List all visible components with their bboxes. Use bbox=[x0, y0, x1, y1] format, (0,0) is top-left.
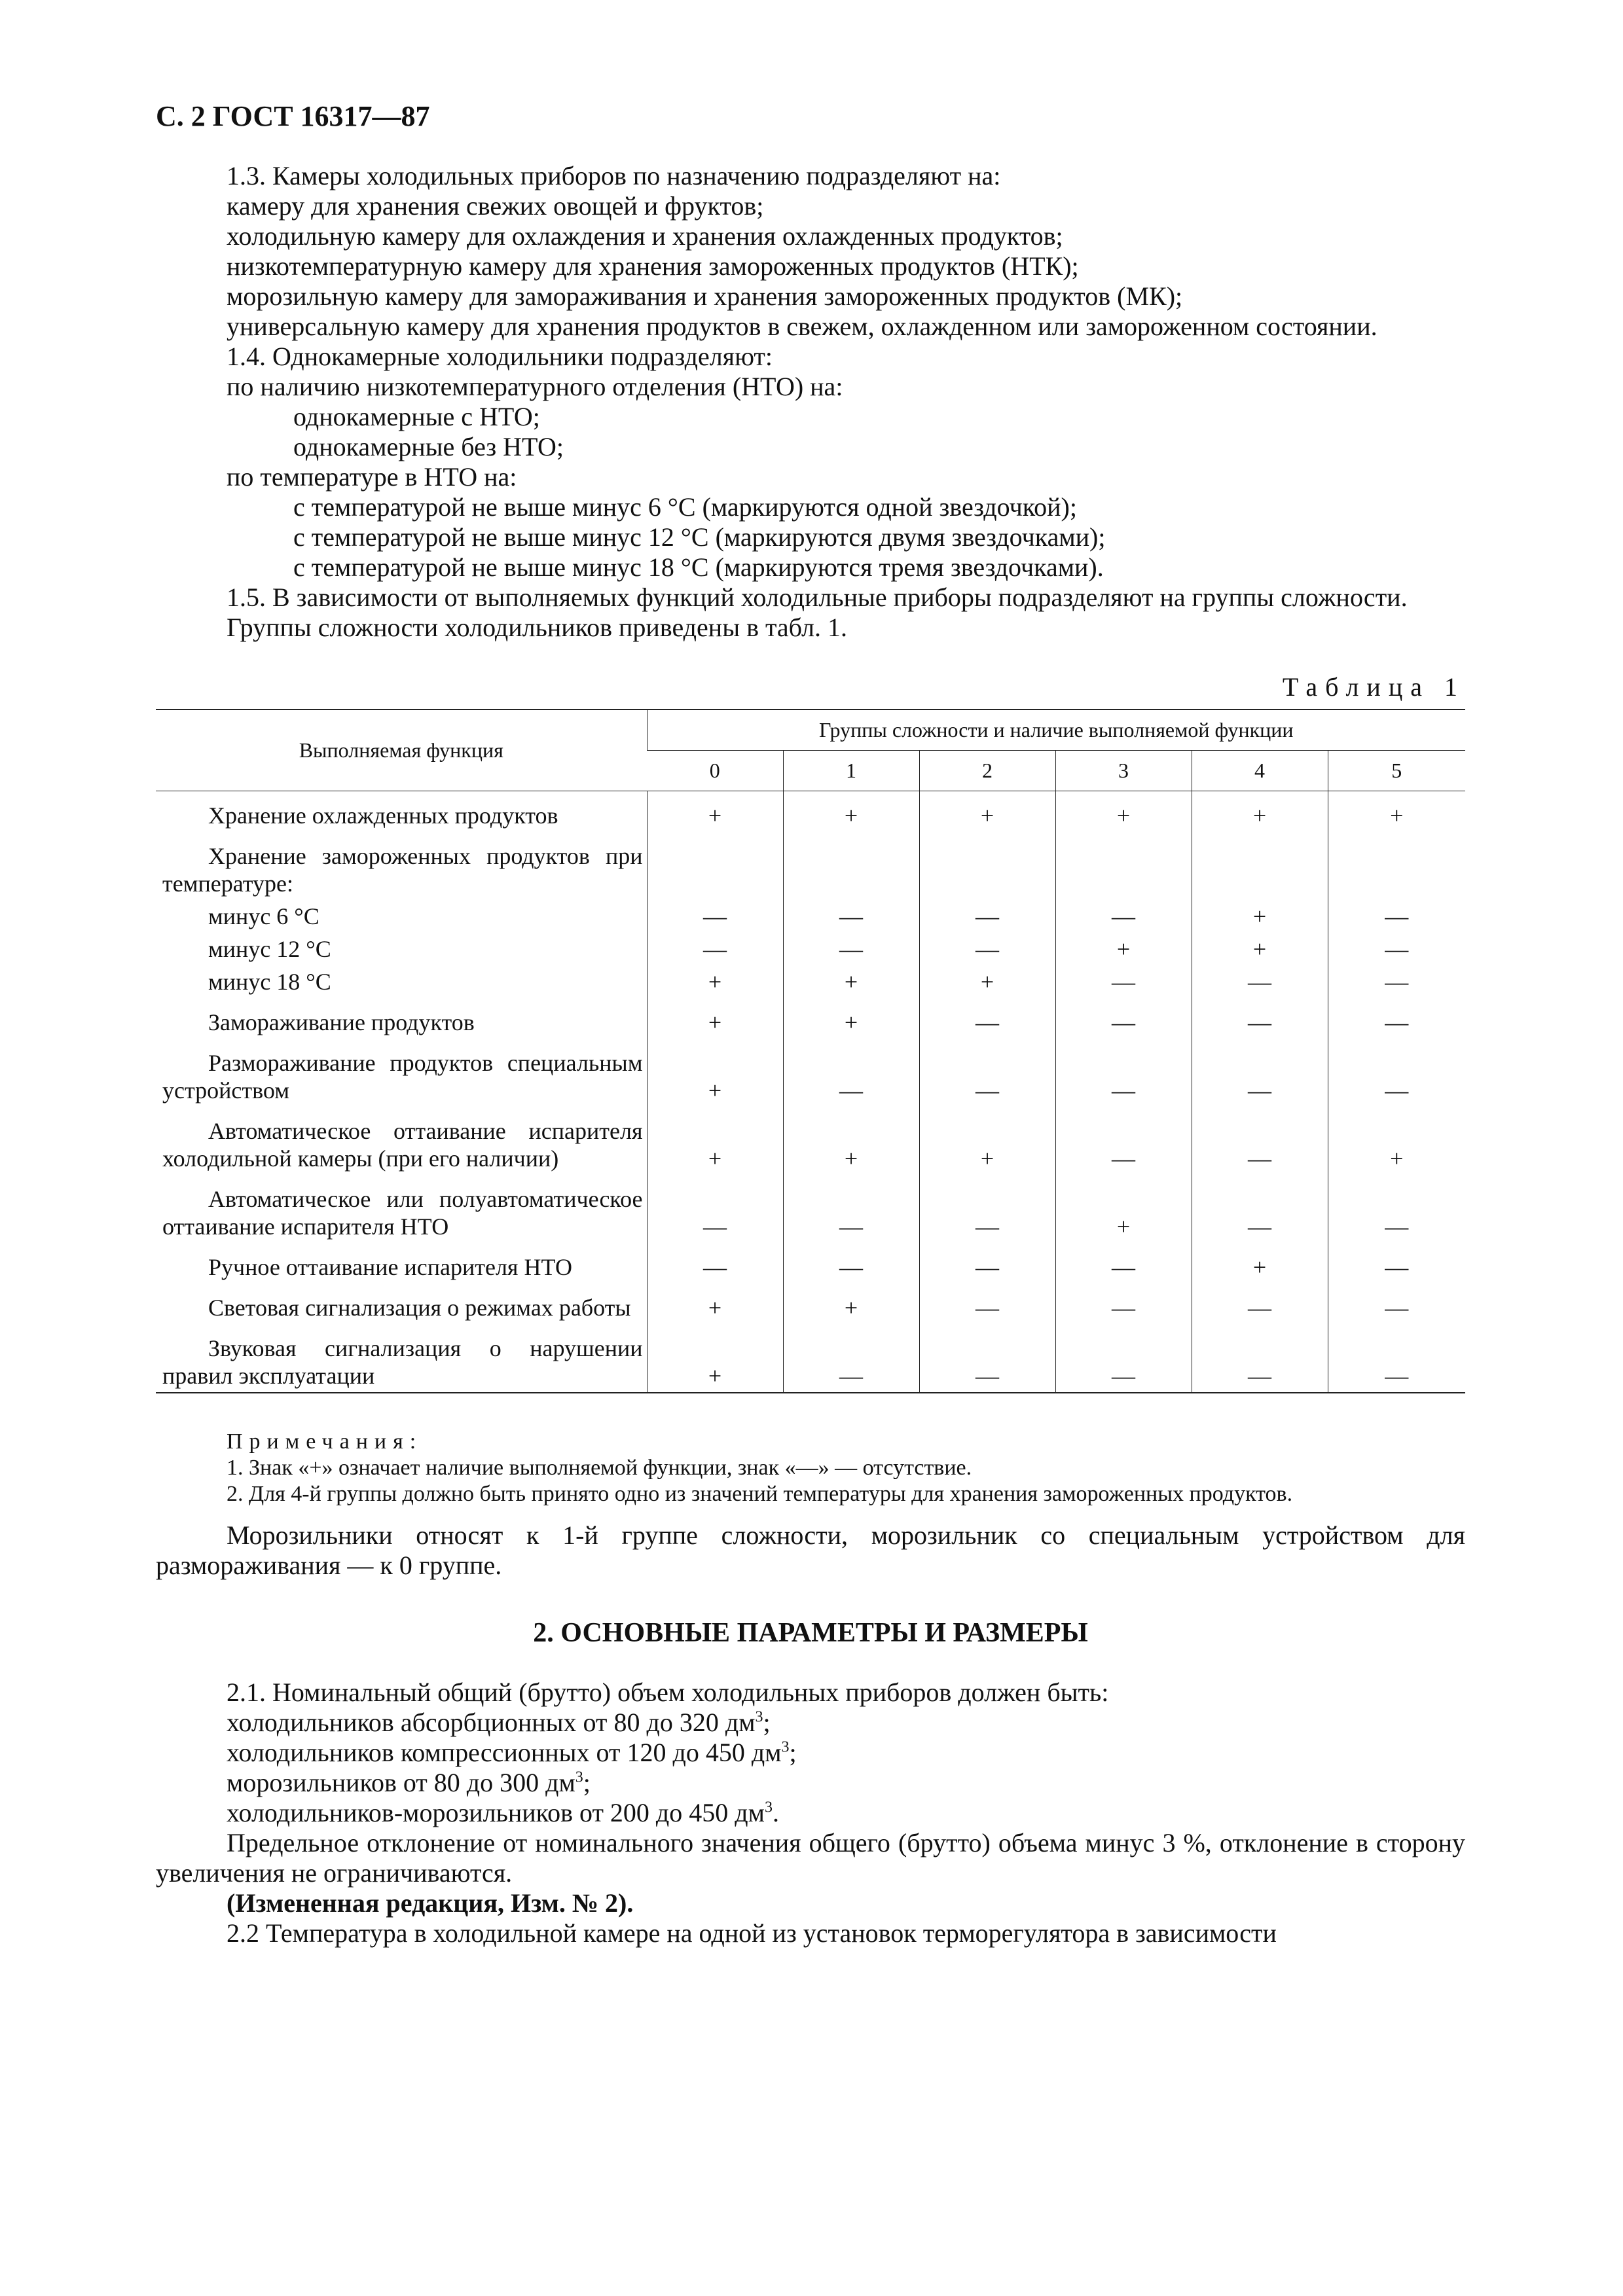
value-cell: + bbox=[783, 965, 919, 998]
function-cell bbox=[156, 1243, 647, 1283]
value-cell: + bbox=[647, 965, 783, 998]
table-row bbox=[156, 900, 1465, 933]
table-row bbox=[156, 998, 1465, 1039]
value-cell bbox=[919, 832, 1055, 900]
value-cell: — bbox=[1192, 1283, 1328, 1324]
paragraph-2-2: 2.2 Температура в холодильной камере на одной из установок терморегулятора в зависимости bbox=[227, 1918, 1277, 1948]
value-cell: + bbox=[1328, 1107, 1465, 1175]
value-cell: — bbox=[919, 1283, 1055, 1324]
volume-line-absorption: холодильников абсорбционных от 80 до 320 $дм^3$; bbox=[227, 1708, 771, 1737]
value-cell: — bbox=[1192, 1175, 1328, 1243]
value-cell bbox=[1192, 832, 1328, 900]
value-cell: — bbox=[1192, 1324, 1328, 1393]
function-label: Размораживание продуктов специальным устройством bbox=[162, 1050, 643, 1103]
table-body bbox=[156, 791, 1465, 1393]
value-cell: + bbox=[919, 791, 1055, 833]
value-cell: — bbox=[919, 998, 1055, 1039]
section-1-line: с температурой не выше минус 6 °С (маркируются одной звездочкой); bbox=[293, 492, 1077, 522]
note-2: 2. Для 4-й группы должно быть принято одно из значений температуры для хранения замороженных продуктов. bbox=[227, 1482, 1293, 1506]
value-cell bbox=[1328, 832, 1465, 900]
value-cell: — bbox=[647, 900, 783, 933]
table-notes bbox=[156, 1429, 1465, 1507]
complexity-table bbox=[156, 709, 1465, 1393]
value-cell: + bbox=[783, 998, 919, 1039]
value-cell: — bbox=[1328, 1243, 1465, 1283]
value-cell: + bbox=[1055, 791, 1192, 833]
section-1-line: однокамерные без НТО; bbox=[293, 432, 564, 461]
value-cell: + bbox=[1192, 791, 1328, 833]
value-cell: — bbox=[783, 1175, 919, 1243]
function-sublabel: минус 12 °С bbox=[208, 936, 331, 962]
section-1-line: низкотемпературную камеру для хранения замороженных продуктов (НТК); bbox=[227, 251, 1079, 281]
section-1-line: универсальную камеру для хранения продуктов в свежем, охлажденном или замороженном состоянии. bbox=[227, 312, 1377, 341]
table-row bbox=[156, 965, 1465, 998]
value-cell bbox=[647, 832, 783, 900]
section-1-line: по температуре в НТО на: bbox=[227, 462, 517, 492]
column-header-groups: Группы сложности и наличие выполняемой функции bbox=[647, 709, 1465, 751]
function-sublabel: минус 18 °С bbox=[208, 969, 331, 995]
section-1-line: камеру для хранения свежих овощей и фруктов; bbox=[227, 191, 764, 221]
value-cell: — bbox=[1192, 1107, 1328, 1175]
value-cell: + bbox=[1055, 1175, 1192, 1243]
section-1-line: Группы сложности холодильников приведены в табл. 1. bbox=[227, 613, 847, 642]
document-page bbox=[156, 98, 1465, 1948]
table-caption: Таблица 1 bbox=[1282, 672, 1465, 702]
paragraph-2-1: 2.1. Номинальный общий (брутто) объем холодильных приборов должен быть: bbox=[227, 1677, 1109, 1707]
value-cell: — bbox=[1328, 900, 1465, 933]
function-cell bbox=[156, 933, 647, 965]
value-cell bbox=[783, 832, 919, 900]
function-label: Автоматическое оттаивание испарителя холодильной камеры (при его наличии) bbox=[162, 1118, 643, 1172]
value-cell: — bbox=[1328, 933, 1465, 965]
table-row bbox=[156, 791, 1465, 833]
function-cell bbox=[156, 965, 647, 998]
function-label: Хранение замороженных продуктов при температуре: bbox=[162, 843, 643, 897]
table-row bbox=[156, 1243, 1465, 1283]
value-cell: — bbox=[1328, 1039, 1465, 1107]
value-cell: + bbox=[647, 1107, 783, 1175]
section-1-line: 1.4. Однокамерные холодильники подразделяют: bbox=[227, 342, 773, 371]
section-1-line: холодильную камеру для охлаждения и хранения охлажденных продуктов; bbox=[227, 221, 1063, 251]
value-cell: — bbox=[783, 900, 919, 933]
page-header: С. 2 ГОСТ 16317—87 bbox=[156, 100, 430, 132]
value-cell: — bbox=[919, 1243, 1055, 1283]
function-cell bbox=[156, 1175, 647, 1243]
function-cell bbox=[156, 900, 647, 933]
value-cell: + bbox=[1055, 933, 1192, 965]
value-cell: + bbox=[1192, 1243, 1328, 1283]
value-cell bbox=[1055, 832, 1192, 900]
value-cell: — bbox=[1055, 1039, 1192, 1107]
section-1-line: с температурой не выше минус 18 °С (маркируются тремя звездочками). bbox=[293, 552, 1104, 582]
group-header-cell: 3 bbox=[1055, 751, 1192, 791]
section-1-line: морозильную камеру для замораживания и хранения замороженных продуктов (МК); bbox=[227, 281, 1183, 311]
note-1: 1. Знак «+» означает наличие выполняемой функции, знак «—» — отсутствие. bbox=[227, 1456, 972, 1480]
function-cell bbox=[156, 1324, 647, 1393]
value-cell: — bbox=[919, 933, 1055, 965]
value-cell: + bbox=[783, 1107, 919, 1175]
value-cell: — bbox=[1055, 1107, 1192, 1175]
value-cell: — bbox=[647, 1243, 783, 1283]
value-cell: — bbox=[1328, 1175, 1465, 1243]
function-cell bbox=[156, 1283, 647, 1324]
value-cell: — bbox=[1192, 998, 1328, 1039]
value-cell: — bbox=[1192, 1039, 1328, 1107]
value-cell: — bbox=[1055, 965, 1192, 998]
value-cell: — bbox=[1055, 1283, 1192, 1324]
value-cell: + bbox=[919, 1107, 1055, 1175]
value-cell: + bbox=[647, 1283, 783, 1324]
paragraph-deviation: Предельное отклонение от номинального значения общего (брутто) объема минус 3 %, отклонение в сторону увеличения не ограничиваются. bbox=[156, 1828, 1465, 1888]
function-cell bbox=[156, 1107, 647, 1175]
function-cell bbox=[156, 1039, 647, 1107]
section-1-line: с температурой не выше минус 12 °С (маркируются двумя звездочками); bbox=[293, 522, 1106, 552]
table-row bbox=[156, 1039, 1465, 1107]
group-header-cell: 2 bbox=[919, 751, 1055, 791]
value-cell: — bbox=[1328, 1283, 1465, 1324]
value-cell: + bbox=[647, 1324, 783, 1393]
section-1-line: по наличию низкотемпературного отделения (НТО) на: bbox=[227, 372, 843, 401]
value-cell: — bbox=[1055, 1324, 1192, 1393]
function-cell bbox=[156, 832, 647, 900]
function-label: Звуковая сигнализация о нарушении правил эксплуатации bbox=[162, 1335, 643, 1389]
value-cell: — bbox=[783, 1243, 919, 1283]
value-cell: — bbox=[783, 1039, 919, 1107]
section-1-text bbox=[156, 161, 1465, 643]
function-label: Ручное оттаивание испарителя НТО bbox=[208, 1254, 572, 1280]
column-header-function: Выполняемая функция bbox=[156, 709, 647, 791]
value-cell: — bbox=[919, 1324, 1055, 1393]
value-cell: + bbox=[1192, 933, 1328, 965]
function-label: Световая сигнализация о режимах работы bbox=[208, 1295, 631, 1321]
function-cell bbox=[156, 998, 647, 1039]
table-row bbox=[156, 1283, 1465, 1324]
function-label: Замораживание продуктов bbox=[208, 1009, 475, 1035]
value-cell: — bbox=[1328, 1324, 1465, 1393]
group-header-cell: 1 bbox=[783, 751, 919, 791]
value-cell: — bbox=[919, 1175, 1055, 1243]
value-cell: + bbox=[647, 791, 783, 833]
section-1-line: 1.5. В зависимости от выполняемых функций холодильные приборы подразделяют на группы сложности. bbox=[227, 583, 1408, 612]
function-label: Автоматическое или полуавтоматическое оттаивание испарителя НТО bbox=[162, 1186, 643, 1240]
edit-note: (Измененная редакция, Изм. № 2). bbox=[227, 1888, 634, 1918]
value-cell: — bbox=[1055, 900, 1192, 933]
function-cell bbox=[156, 791, 647, 833]
value-cell: — bbox=[647, 1175, 783, 1243]
table-row bbox=[156, 1175, 1465, 1243]
table-row bbox=[156, 832, 1465, 900]
table-row bbox=[156, 1324, 1465, 1393]
value-cell: + bbox=[647, 998, 783, 1039]
function-label: Хранение охлажденных продуктов bbox=[208, 802, 558, 829]
value-cell: — bbox=[783, 933, 919, 965]
table-row bbox=[156, 933, 1465, 965]
paragraph-freezers: Морозильники относят к 1-й группе сложности, морозильник со специальным устройством для размораживания — к 0 группе. bbox=[156, 1520, 1465, 1580]
value-cell: — bbox=[647, 933, 783, 965]
value-cell: + bbox=[919, 965, 1055, 998]
notes-title: Примечания: bbox=[227, 1429, 423, 1454]
group-header-cell: 0 bbox=[647, 751, 783, 791]
value-cell: — bbox=[1328, 998, 1465, 1039]
section-1-line: однокамерные с НТО; bbox=[293, 402, 540, 431]
value-cell: + bbox=[1192, 900, 1328, 933]
function-sublabel: минус 6 °С bbox=[208, 903, 319, 929]
volume-line-compression: холодильников компрессионных от 120 до 450 $дм^3$; bbox=[227, 1738, 797, 1767]
value-cell: — bbox=[1192, 965, 1328, 998]
table-row bbox=[156, 1107, 1465, 1175]
value-cell: — bbox=[1328, 965, 1465, 998]
value-cell: + bbox=[647, 1039, 783, 1107]
value-cell: — bbox=[783, 1324, 919, 1393]
value-cell: — bbox=[919, 1039, 1055, 1107]
section-1-line: 1.3. Камеры холодильных приборов по назначению подразделяют на: bbox=[227, 161, 1001, 190]
value-cell: + bbox=[783, 791, 919, 833]
value-cell: — bbox=[919, 900, 1055, 933]
section-2-title: 2. ОСНОВНЫЕ ПАРАМЕТРЫ И РАЗМЕРЫ bbox=[533, 1618, 1088, 1648]
value-cell: + bbox=[783, 1283, 919, 1324]
value-cell: — bbox=[1055, 998, 1192, 1039]
volume-line-fridge-freezers: холодильников-морозильников от 200 до 450 $дм^3$. bbox=[227, 1798, 779, 1827]
value-cell: + bbox=[1328, 791, 1465, 833]
value-cell: — bbox=[1055, 1243, 1192, 1283]
group-header-cell: 5 bbox=[1328, 751, 1465, 791]
volume-line-freezers: морозильников от 80 до 300 $дм^3$; bbox=[227, 1768, 591, 1797]
group-header-cell: 4 bbox=[1192, 751, 1328, 791]
